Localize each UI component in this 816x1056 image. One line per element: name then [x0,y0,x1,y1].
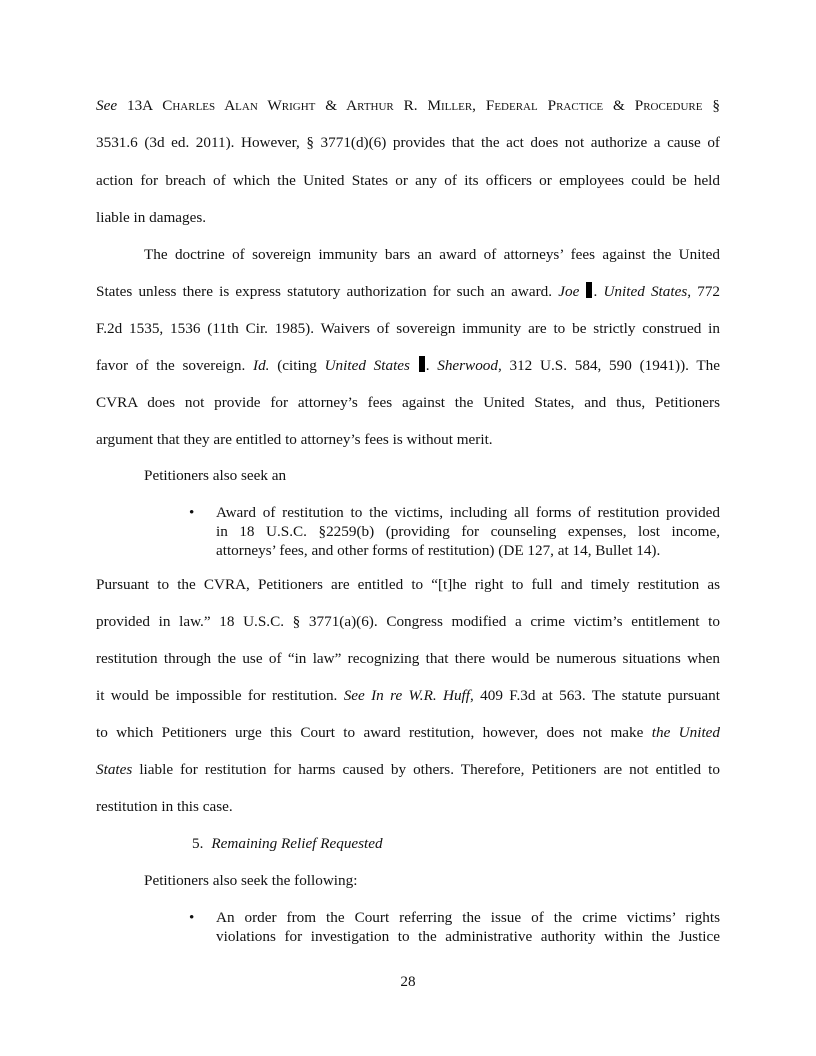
para1-line1: See 13A Charles Alan Wright & Arthur R. Miller, Federal Practice & Procedure § [96,97,720,114]
para4-line4: it would be impossible for restitution. See In re W.R. Huff, 409 F.3d at 563. The statute pursuant [96,687,720,704]
para2-line1: The doctrine of sovereign immunity bars an award of attorneys’ fees against the United [144,246,720,263]
treatise-citation: Charles Alan Wright & Arthur R. Miller, Federal Practice & Procedure § [162,97,720,114]
bullet-icon: • [189,504,195,521]
para4-line5: to which Petitioners urge this Court to award restitution, however, does not make the United [96,724,721,741]
page-number: 28 [400,973,416,990]
bullet2-line2: violations for investigation to the administrative authority within the Justice [216,928,720,945]
para1-line4: liable in damages. [96,209,207,226]
para2-line6: argument that they are entitled to attorney’s fees is without merit. [96,431,493,448]
para2-line5: CVRA does not provide for attorney’s fees against the United States, and thus, Petitioners [96,394,720,411]
para4-line2: provided in law.” 18 U.S.C. § 3771(a)(6). Congress modified a crime victim’s entitlement to [96,613,720,630]
para2-line4: favor of the sovereign. Id. (citing United States . Sherwood, 312 U.S. 584, 590 (1941)). The [96,357,720,374]
para3-intro: Petitioners also seek an [144,467,287,484]
para2-line3: F.2d 1535, 1536 (11th Cir. 1985). Waivers of sovereign immunity are to be strictly construed in [96,320,720,337]
para4-line6: States liable for restitution for harms caused by others. Therefore, Petitioners are not entitled to [96,761,720,778]
para2-line2: States unless there is express statutory authorization for such an award. Joe . United States, 772 [96,283,720,300]
bullet1-line2: in 18 U.S.C. §2259(b) (providing for counseling expenses, lost income, [216,523,720,540]
section-heading: 5. Remaining Relief Requested [192,835,383,852]
para5-intro: Petitioners also seek the following: [144,872,358,889]
para4-line1: Pursuant to the CVRA, Petitioners are entitled to “[t]he right to full and timely restitution as [96,576,720,593]
para4-line3: restitution through the use of “in law” recognizing that there would be numerous situations when [96,650,720,667]
bullet1-line1: Award of restitution to the victims, including all forms of restitution provided [216,504,720,521]
redaction-mark [586,282,592,298]
para1-line2: 3531.6 (3d ed. 2011). However, § 3771(d)(6) provides that the act does not authorize a cause of [96,134,720,151]
redaction-mark [419,356,425,372]
para4-line7: restitution in this case. [96,798,233,815]
bullet2-line1: An order from the Court referring the issue of the crime victims’ rights [216,909,720,926]
bullet-icon: • [189,909,195,926]
para1-line3: action for breach of which the United States or any of its officers or employees could be held [96,172,720,189]
bullet1-line3: attorneys’ fees, and other forms of restitution) (DE 127, at 14, Bullet 14). [216,542,661,559]
section-heading-title: Remaining Relief Requested [211,835,383,852]
